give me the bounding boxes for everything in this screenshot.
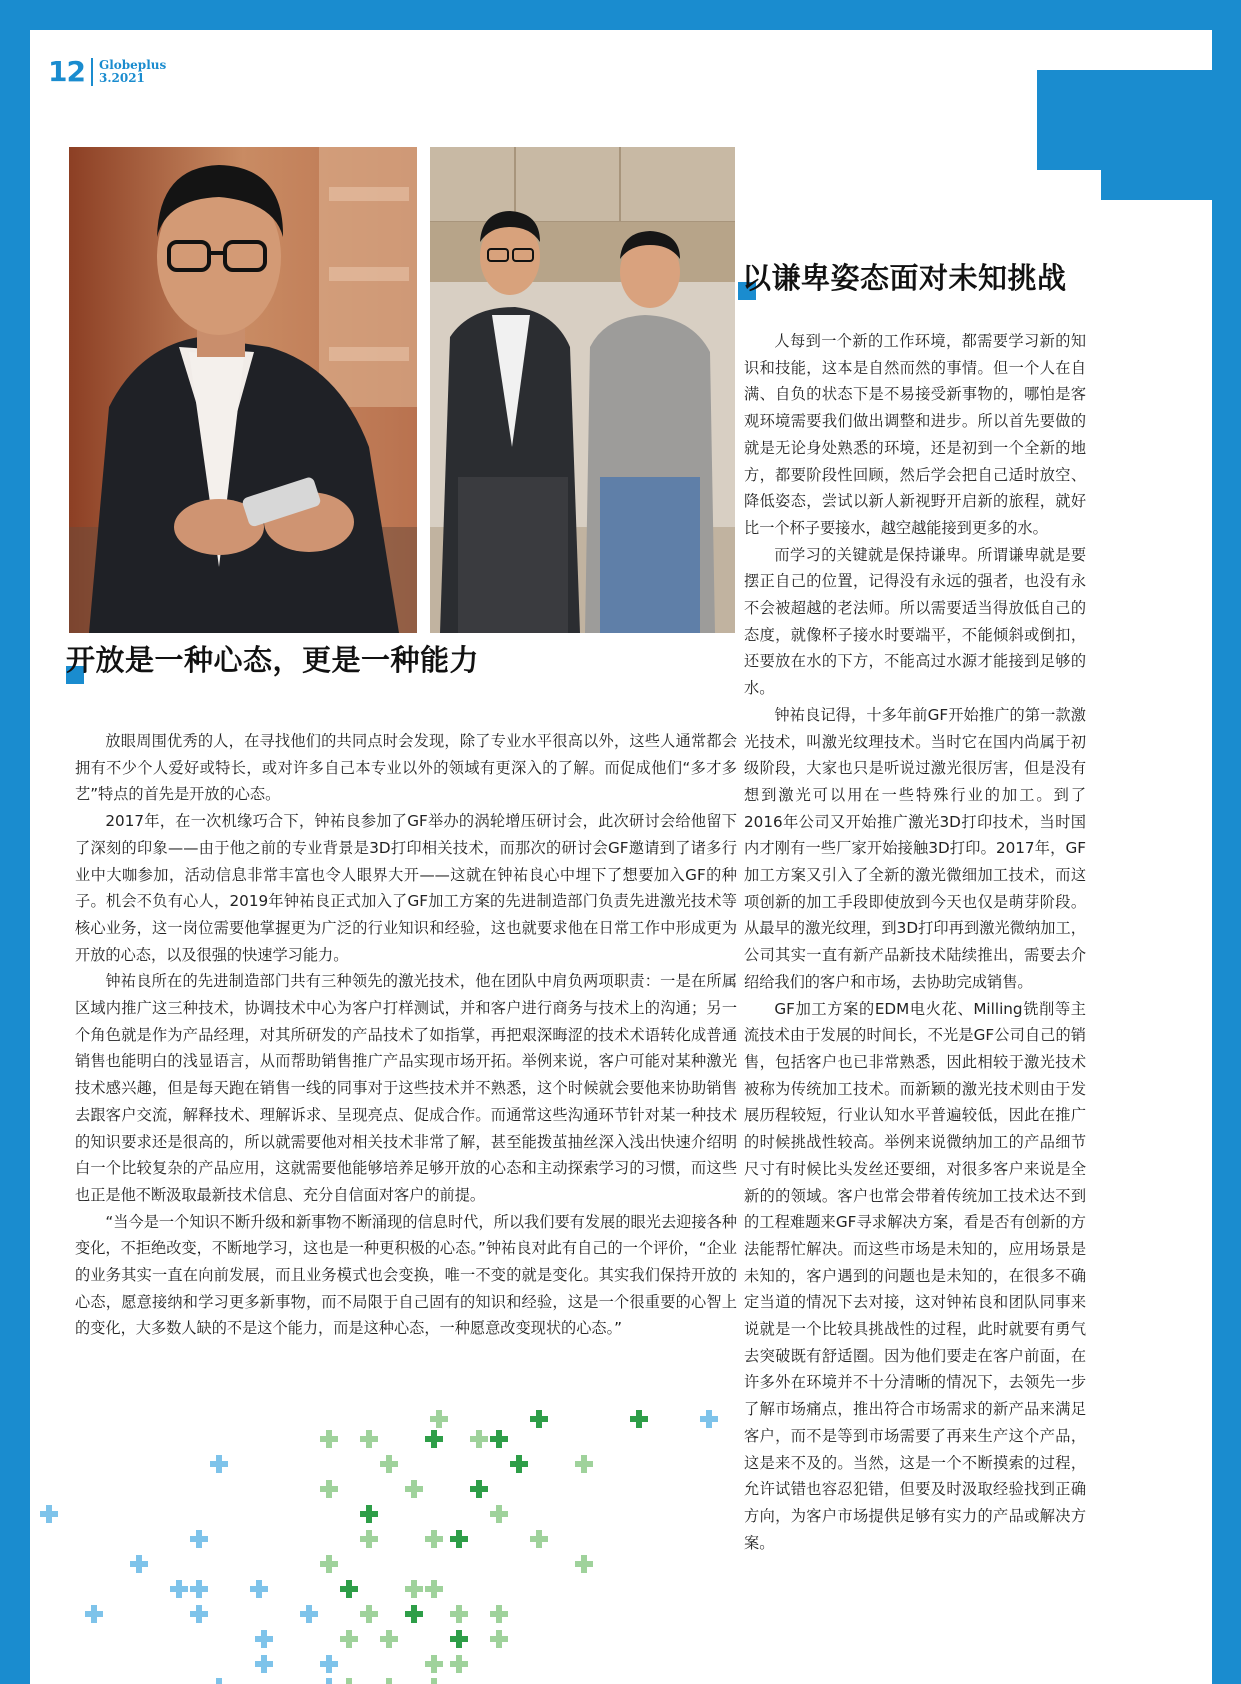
cross-icon <box>320 1655 338 1673</box>
cross-icon <box>490 1505 508 1523</box>
page <box>30 30 1212 1684</box>
cross-icon <box>190 1605 208 1623</box>
left-paragraph: 2017年，在一次机缘巧合下，钟祐良参加了GF举办的涡轮增压研讨会，此次研讨会给他留下了深刻的印象——由于他之前的专业背景是3D打印相关技术，而那次的研讨会GF邀请到了诸多行业中大咖参加，活动信息非常丰富也令人眼界大开——这就在钟祐良心中埋下了想要加入GF的种子。机会不负有心人，2019年钟祐良正式加入了GF加工方案的先进制造部门负责先进激光技术等核心业务，这一岗位需要他掌握更为广泛的行业知识和经验，这也就要求他在日常工作中形成更为开放的心态，以及很强的快速学习能力。 <box>75 812 737 964</box>
right-paragraph: 人每到一个新的工作环境，都需要学习新的知识和技能，这本是自然而然的事情。但一个人在自满、自负的状态下是不易接受新事物的，哪怕是客观环境需要我们做出调整和进步。所以首先要做的就是无论身处熟悉的环境，还是初到一个全新的地方，都要阶段性回顾，然后学会把自己适时放空、降低姿态，尝试以新人新视野开启新的旅程，就好比一个杯子要接水，越空越能接到更多的水。 <box>744 332 1086 537</box>
cross-icon <box>405 1580 423 1598</box>
cross-icon <box>210 1455 228 1473</box>
left-paragraph: “当今是一个知识不断升级和新事物不断涌现的信息时代，所以我们要有发展的眼光去迎接各种变化，不拒绝改变，不断地学习，这也是一种更积极的心态。”钟祐良对此有自己的一个评价，“企业的业务其实一直在向前发展，而且业务模式也会变换，唯一不变的就是变化。其实我们保持开放的心态，愿意接纳和学习更多新事物，而不局限于自己固有的知识和经验，这是一个很重要的心智上的变化，大多数人缺的不是这个能力，而是这种心态，一种愿意改变现状的心态。” <box>75 1212 737 1338</box>
cross-icon <box>425 1580 443 1598</box>
right-column-text <box>744 328 1086 1556</box>
cross-icon <box>530 1530 548 1548</box>
cross-icon <box>300 1605 318 1623</box>
cross-icon <box>360 1430 378 1448</box>
right-frame-bar <box>1210 0 1241 1684</box>
two-men-standing-icon <box>430 147 735 633</box>
cross-icon <box>425 1678 443 1684</box>
cross-icon <box>405 1605 423 1623</box>
cross-icon <box>380 1678 398 1684</box>
right-paragraph: 钟祐良记得，十多年前GF开始推广的第一款激光技术，叫激光纹理技术。当时它在国内尚属于初级阶段，大家也只是听说过激光很厉害，但是没有想到激光可以用在一些特殊行业的加工。到了2016年公司又开始推广激光3D打印技术，当时国内才刚有一些厂家开始接触3D打印。2017年，GF加工方案又引入了全新的激光微细加工技术，而这项创新的加工手段即使放到今天也仅是萌芽阶段。从最早的激光纹理，到3D打印再到激光微纳加工，公司其实一直有新产品新技术陆续推出，需要去介绍给我们的客户和市场，去协助完成销售。 <box>744 705 1086 991</box>
folio-divider <box>91 58 93 86</box>
cross-icon <box>340 1580 358 1598</box>
cross-icon <box>490 1605 508 1623</box>
cross-icon <box>425 1430 443 1448</box>
cross-icon <box>490 1430 508 1448</box>
cross-icon <box>380 1455 398 1473</box>
cross-icon <box>450 1630 468 1648</box>
cross-icon <box>530 1410 548 1428</box>
cross-icon <box>450 1655 468 1673</box>
cross-icon <box>700 1410 718 1428</box>
folio-text <box>99 59 166 85</box>
corner-notch-decoration <box>1037 70 1212 170</box>
cross-icon <box>190 1530 208 1548</box>
cross-icon <box>255 1655 273 1673</box>
cross-icon <box>190 1580 208 1598</box>
cross-icon <box>320 1480 338 1498</box>
cross-icon <box>320 1678 338 1684</box>
cross-icon <box>450 1605 468 1623</box>
cross-icon <box>340 1630 358 1648</box>
left-paragraph: 放眼周围优秀的人，在寻找他们的共同点时会发现，除了专业水平很高以外，这些人通常都会拥有不少个人爱好或特长，或对许多自己本专业以外的领域有更深入的了解。而促成他们“多才多艺”特点的首先是开放的心态。 <box>75 732 737 804</box>
cross-icon <box>430 1410 448 1428</box>
corner-notch-decoration-lower <box>1101 170 1212 200</box>
photo-man-with-phone <box>69 147 417 633</box>
cross-icon <box>255 1630 273 1648</box>
cross-icon <box>250 1580 268 1598</box>
cross-icon <box>490 1630 508 1648</box>
photo-two-men <box>430 147 735 633</box>
cross-icon <box>575 1455 593 1473</box>
cross-icon <box>130 1555 148 1573</box>
cross-icon <box>510 1455 528 1473</box>
page-number: 12 <box>48 55 85 88</box>
cross-icon <box>85 1605 103 1623</box>
cross-icon <box>360 1505 378 1523</box>
cross-icon <box>630 1410 648 1428</box>
cross-icon <box>575 1555 593 1573</box>
cross-icon <box>470 1480 488 1498</box>
cross-icon <box>360 1605 378 1623</box>
folio <box>48 55 166 88</box>
cross-icon <box>320 1555 338 1573</box>
cross-icon <box>405 1480 423 1498</box>
section-heading-right: 以谦卑姿态面对未知挑战 <box>742 261 1067 295</box>
cross-icon <box>360 1530 378 1548</box>
cross-pattern-decoration <box>30 1410 730 1684</box>
right-paragraph: GF加工方案的EDM电火花、Milling铣削等主流技术由于发展的时间长，不光是GF公司自己的销售，包括客户也已非常熟悉，因此相较于激光技术被称为传统加工技术。而新颖的激光技术则由于发展历程较短，行业认知水平普遍较低，因此在推广的时候挑战性较高。举例来说微纳加工的产品细节尺寸有时候比头发丝还要细，对很多客户来说是全新的的领域。客户也常会带着传统加工技术达不到的工程难题来GF寻求解决方案，看是否有创新的方法能帮忙解决。而这些市场是未知的，应用场景是未知的，客户遇到的问题也是未知的，在很多不确定当道的情况下去对接，这对钟祐良和团队同事来说就是一个比较具挑战性的过程，此时就要有勇气去突破既有舒适圈。因为他们要走在客户前面，在许多外在环境并不十分清晰的情况下，去领先一步了解市场痛点，推出符合市场需求的新产品来满足客户，而不是等到市场需要了再来生产这个产品，这是来不及的。当然，这是一个不断摸索的过程，允许试错也容忍犯错，但要及时汲取经验找到正确方向，为客户市场提供足够有实力的产品或解决方案。 <box>744 999 1086 1552</box>
section-heading-left: 开放是一种心态，更是一种能力 <box>66 643 480 677</box>
cross-icon <box>320 1430 338 1448</box>
cross-icon <box>425 1530 443 1548</box>
cross-icon <box>210 1678 228 1684</box>
magazine-brand: Globeplus <box>98 57 167 72</box>
issue-date: 3.2021 <box>98 70 145 85</box>
right-paragraph: 而学习的关键就是保持谦卑。所谓谦卑就是要摆正自己的位置，记得没有永远的强者，也没有永不会被超越的老法师。所以需要适当得放低自己的态度，就像杯子接水时要端平，不能倾斜或倒扣，还要放在水的下方，不能高过水源才能接到足够的水。 <box>744 545 1086 698</box>
left-paragraph: 钟祐良所在的先进制造部门共有三种领先的激光技术，他在团队中肩负两项职责：一是在所属区域内推广这三种技术，协调技术中心为客户打样测试，并和客户进行商务与技术上的沟通；另一个角色就是作为产品经理，对其所研发的产品技术了如指掌，再把艰深晦涩的技术术语转化成普通销售也能明白的浅显语言，从而帮助销售推广产品实现市场开拓。举例来说，客户可能对某种激光技术感兴趣，但是每天跑在销售一线的同事对于这些技术并不熟悉，这个时候就会要他来协助销售去跟客户交流，解释技术、理解诉求、呈现亮点、促成合作。而通常这些沟通环节针对某一种技术的知识要求还是很高的，所以就需要他对相关技术非常了解，甚至能拨茧抽丝深入浅出快速介绍明白一个比较复杂的产品应用，这就需要他能够培养足够开放的心态和主动探索学习的习惯，而这些也正是他不断汲取最新技术信息、充分自信面对客户的前提。 <box>75 972 737 1204</box>
cross-icon <box>450 1530 468 1548</box>
cross-icon <box>425 1655 443 1673</box>
cross-icon <box>170 1580 188 1598</box>
cross-icon <box>340 1678 358 1684</box>
cross-icon <box>40 1505 58 1523</box>
cross-icon <box>380 1630 398 1648</box>
left-column-text <box>75 728 737 1342</box>
man-looking-at-phone-icon <box>69 147 417 633</box>
cross-icon <box>470 1430 488 1448</box>
